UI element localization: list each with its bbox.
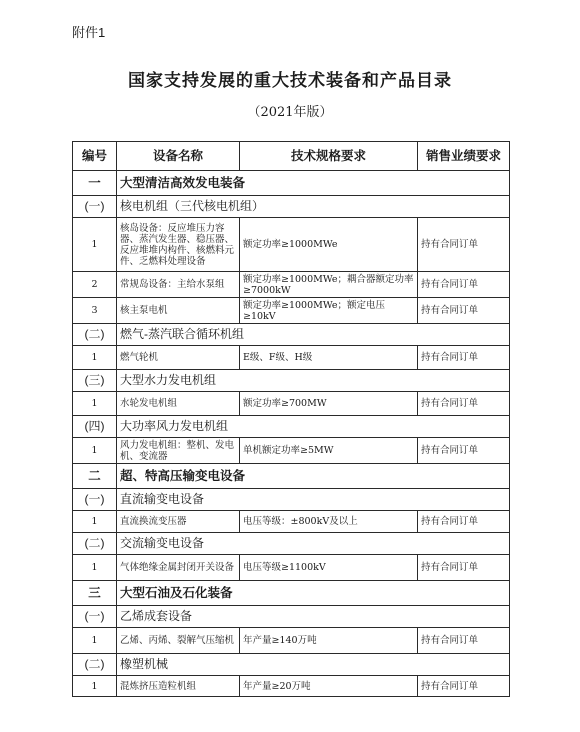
row-sales: 持有合同订单: [418, 218, 510, 272]
section-row: [73, 171, 510, 196]
row-no: (一): [73, 196, 117, 218]
section-title: 大型清洁高效发电装备: [117, 171, 510, 196]
subsection-title: 大型水力发电机组: [117, 370, 510, 392]
table-row: [73, 392, 510, 416]
row-name: 水轮发电机组: [117, 392, 240, 416]
row-spec: 额定功率≥1000MWe；耦合器额定功率≥7000kW: [240, 272, 418, 298]
row-spec: 年产量≥20万吨: [240, 676, 418, 697]
subsection-row: [73, 324, 510, 346]
subsection-title: 大功率风力发电机组: [117, 416, 510, 438]
equipment-catalog-table: [72, 141, 510, 697]
row-sales: 持有合同订单: [418, 392, 510, 416]
table-row: [73, 628, 510, 654]
row-no: 一: [73, 171, 117, 196]
row-no: 1: [73, 346, 117, 370]
row-no: 1: [73, 438, 117, 464]
subsection-row: [73, 370, 510, 392]
row-name: 常规岛设备：主给水泵组: [117, 272, 240, 298]
row-sales: 持有合同订单: [418, 272, 510, 298]
row-no: 1: [73, 392, 117, 416]
section-row: [73, 581, 510, 606]
row-sales: 持有合同订单: [418, 676, 510, 697]
header-sales: 销售业绩要求: [418, 142, 510, 171]
section-row: [73, 464, 510, 489]
subsection-row: [73, 654, 510, 676]
table-row: [73, 676, 510, 697]
row-no: (一): [73, 489, 117, 511]
row-no: (二): [73, 324, 117, 346]
table-row: [73, 555, 510, 581]
table-row: [73, 218, 510, 272]
row-name: 燃气轮机: [117, 346, 240, 370]
subsection-title: 直流输变电设备: [117, 489, 510, 511]
row-no: 3: [73, 298, 117, 324]
row-no: (四): [73, 416, 117, 438]
document-title: 国家支持发展的重大技术装备和产品目录: [128, 71, 452, 91]
subsection-title: 燃气-蒸汽联合循环机组: [117, 324, 510, 346]
header-no: 编号: [73, 142, 117, 171]
section-title: 超、特高压输变电设备: [117, 464, 510, 489]
row-name: 乙烯、丙烯、裂解气压缩机: [117, 628, 240, 654]
row-no: 三: [73, 581, 117, 606]
subsection-title: 交流输变电设备: [117, 533, 510, 555]
subsection-row: [73, 416, 510, 438]
table-row: [73, 511, 510, 533]
row-spec: 电压等级≥1100kV: [240, 555, 418, 581]
row-spec: 额定功率≥700MW: [240, 392, 418, 416]
row-name: 气体绝缘金属封闭开关设备: [117, 555, 240, 581]
header-name: 设备名称: [117, 142, 240, 171]
subsection-row: [73, 533, 510, 555]
row-no: 2: [73, 272, 117, 298]
row-sales: 持有合同订单: [418, 438, 510, 464]
row-sales: 持有合同订单: [418, 628, 510, 654]
table-row: [73, 298, 510, 324]
table-row: [73, 272, 510, 298]
subsection-row: [73, 489, 510, 511]
row-spec: E级、F级、H级: [240, 346, 418, 370]
row-no: 1: [73, 511, 117, 533]
header-spec: 技术规格要求: [240, 142, 418, 171]
row-sales: 持有合同订单: [418, 346, 510, 370]
row-name: 核岛设备：反应堆压力容器、蒸汽发生器、稳压器、反应堆堆内构件、核燃料元件、乏燃料处理设备: [117, 218, 240, 272]
row-name: 核主泵电机: [117, 298, 240, 324]
row-no: (二): [73, 533, 117, 555]
row-no: (三): [73, 370, 117, 392]
row-sales: 持有合同订单: [418, 298, 510, 324]
row-name: 直流换流变压器: [117, 511, 240, 533]
subsection-row: [73, 196, 510, 218]
row-spec: 年产量≥140万吨: [240, 628, 418, 654]
subsection-title: 橡塑机械: [117, 654, 510, 676]
row-no: 1: [73, 555, 117, 581]
row-no: 1: [73, 628, 117, 654]
subsection-row: [73, 606, 510, 628]
subsection-title: 核电机组（三代核电机组）: [117, 196, 510, 218]
row-sales: 持有合同订单: [418, 511, 510, 533]
row-no: 1: [73, 218, 117, 272]
row-spec: 电压等级：±800kV及以上: [240, 511, 418, 533]
row-spec: 单机额定功率≥5MW: [240, 438, 418, 464]
row-no: (一): [73, 606, 117, 628]
row-sales: 持有合同订单: [418, 555, 510, 581]
table-body: [73, 171, 510, 697]
table-row: [73, 346, 510, 370]
row-name: 混炼挤压造粒机组: [117, 676, 240, 697]
row-spec: 额定功率≥1000MWe: [240, 218, 418, 272]
row-no: (二): [73, 654, 117, 676]
table-header-row: [73, 142, 510, 171]
row-spec: 额定功率≥1000MWe；额定电压≥10kV: [240, 298, 418, 324]
attachment-label: 附件1: [72, 25, 106, 40]
row-name: 风力发电机组：整机、发电机、变流器: [117, 438, 240, 464]
subsection-title: 乙烯成套设备: [117, 606, 510, 628]
table-row: [73, 438, 510, 464]
row-no: 二: [73, 464, 117, 489]
row-no: 1: [73, 676, 117, 697]
section-title: 大型石油及石化装备: [117, 581, 510, 606]
document-edition: （2021年版）: [247, 105, 333, 120]
